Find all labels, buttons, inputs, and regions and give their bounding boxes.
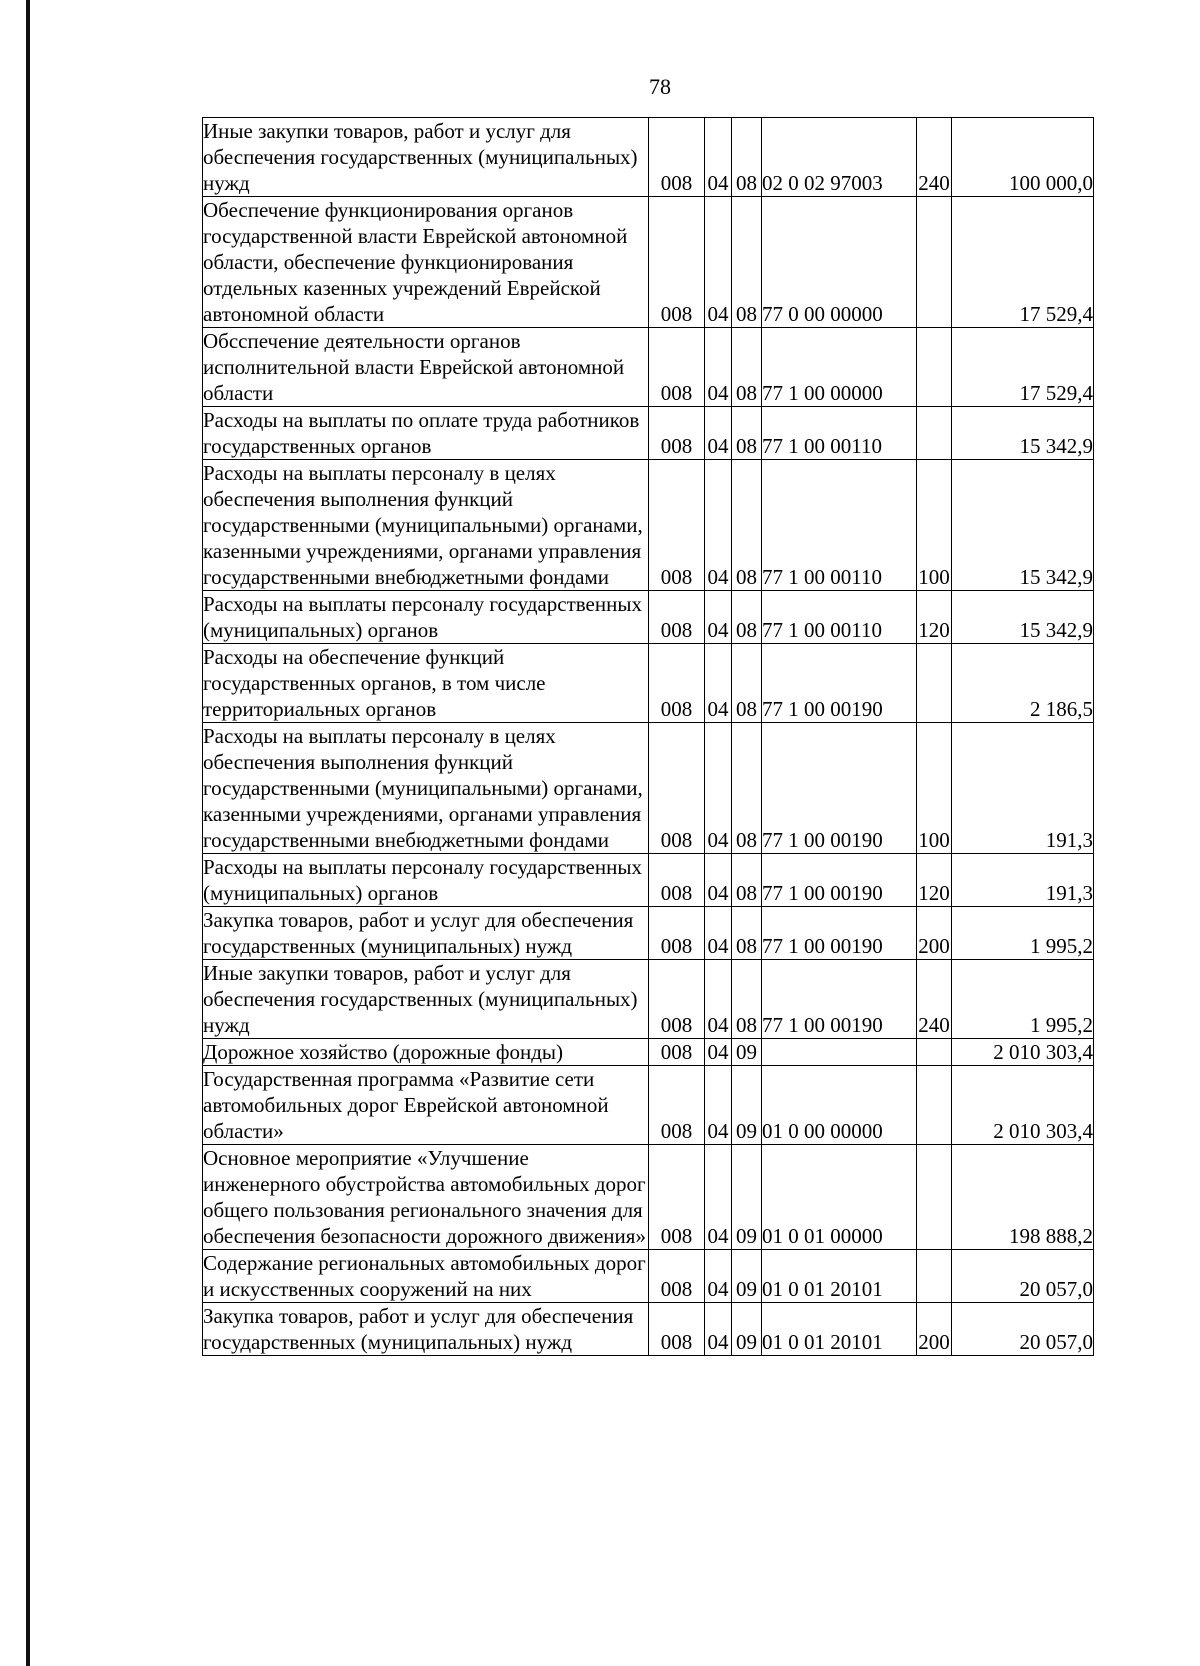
row-section-cell: 04: [705, 328, 732, 407]
table-row: [203, 1303, 1094, 1356]
row-section-cell: 04: [705, 1145, 732, 1250]
table-row: [203, 854, 1094, 907]
row-expense-type-cell: [917, 1145, 952, 1250]
row-amount-cell: 2 010 303,4: [952, 1039, 1094, 1066]
row-target-article-cell: 77 1 00 00110: [762, 591, 917, 644]
row-section-cell: 04: [705, 854, 732, 907]
row-amount-cell: 17 529,4: [952, 197, 1094, 328]
row-expense-type-cell: 100: [917, 460, 952, 591]
row-name-cell: Расходы на выплаты персоналу в целях обеспечения выполнения функций государственными (муниципальными) органами, казенными учреждениями, органами управления государственными внебюджетными фондами: [203, 460, 649, 591]
row-target-article-cell: 77 1 00 00000: [762, 328, 917, 407]
row-expense-type-cell: 120: [917, 854, 952, 907]
row-expense-type-cell: [917, 197, 952, 328]
row-section-cell: 04: [705, 197, 732, 328]
row-expense-type-cell: [917, 1066, 952, 1145]
row-subsection-cell: 08: [732, 723, 762, 854]
row-subsection-cell: 08: [732, 407, 762, 460]
row-name-cell: Обеспечение функционирования органов государственной власти Еврейской автономной области, обеспечение функционирования отдельных казенных учреждений Еврейской автономной области: [203, 197, 649, 328]
row-section-cell: 04: [705, 1066, 732, 1145]
row-grbs-cell: 008: [649, 1145, 705, 1250]
row-grbs-cell: 008: [649, 723, 705, 854]
row-expense-type-cell: [917, 407, 952, 460]
table-row: [203, 407, 1094, 460]
table-row: [203, 644, 1094, 723]
row-target-article-cell: 77 0 00 00000: [762, 197, 917, 328]
row-amount-cell: 15 342,9: [952, 591, 1094, 644]
row-section-cell: 04: [705, 407, 732, 460]
row-subsection-cell: 08: [732, 907, 762, 960]
row-section-cell: 04: [705, 1303, 732, 1356]
row-amount-cell: 191,3: [952, 854, 1094, 907]
row-section-cell: 04: [705, 1250, 732, 1303]
row-expense-type-cell: [917, 328, 952, 407]
row-target-article-cell: 77 1 00 00110: [762, 407, 917, 460]
row-subsection-cell: 08: [732, 197, 762, 328]
row-section-cell: 04: [705, 644, 732, 723]
row-target-article-cell: 77 1 00 00190: [762, 723, 917, 854]
row-name-cell: Иные закупки товаров, работ и услуг для обеспечения государственных (муниципальных) нужд: [203, 960, 649, 1039]
row-section-cell: 04: [705, 960, 732, 1039]
row-section-cell: 04: [705, 460, 732, 591]
row-name-cell: Основное мероприятие «Улучшение инженерного обустройства автомобильных дорог общего пользования регионального значения для обеспечения безопасности дорожного движения»: [203, 1145, 649, 1250]
row-expense-type-cell: [917, 644, 952, 723]
row-amount-cell: 20 057,0: [952, 1250, 1094, 1303]
row-grbs-cell: 008: [649, 328, 705, 407]
row-target-article-cell: 77 1 00 00190: [762, 854, 917, 907]
row-subsection-cell: 08: [732, 460, 762, 591]
table-row: [203, 723, 1094, 854]
budget-table-body: [203, 118, 1094, 1356]
row-section-cell: 04: [705, 723, 732, 854]
row-grbs-cell: 008: [649, 407, 705, 460]
row-subsection-cell: 08: [732, 854, 762, 907]
row-target-article-cell: 77 1 00 00190: [762, 960, 917, 1039]
row-name-cell: Иные закупки товаров, работ и услуг для обеспечения государственных (муниципальных) нужд: [203, 118, 649, 197]
row-expense-type-cell: 120: [917, 591, 952, 644]
row-name-cell: Расходы на обеспечение функций государственных органов, в том числе территориальных органов: [203, 644, 649, 723]
table-row: [203, 1066, 1094, 1145]
table-row: [203, 197, 1094, 328]
row-grbs-cell: 008: [649, 960, 705, 1039]
row-amount-cell: 15 342,9: [952, 460, 1094, 591]
row-name-cell: Расходы на выплаты персоналу государственных (муниципальных) органов: [203, 854, 649, 907]
row-subsection-cell: 08: [732, 118, 762, 197]
row-grbs-cell: 008: [649, 1039, 705, 1066]
page-number: 78: [649, 74, 671, 99]
row-name-cell: Расходы на выплаты по оплате труда работников государственных органов: [203, 407, 649, 460]
scan-edge-line: [26, 0, 30, 1666]
row-target-article-cell: 01 0 01 20101: [762, 1303, 917, 1356]
row-grbs-cell: 008: [649, 1250, 705, 1303]
table-row: [203, 1039, 1094, 1066]
row-expense-type-cell: 200: [917, 1303, 952, 1356]
row-amount-cell: 2 010 303,4: [952, 1066, 1094, 1145]
table-row: [203, 118, 1094, 197]
row-grbs-cell: 008: [649, 460, 705, 591]
row-amount-cell: 2 186,5: [952, 644, 1094, 723]
table-row: [203, 328, 1094, 407]
row-amount-cell: 198 888,2: [952, 1145, 1094, 1250]
row-amount-cell: 100 000,0: [952, 118, 1094, 197]
row-section-cell: 04: [705, 907, 732, 960]
table-row: [203, 1250, 1094, 1303]
row-amount-cell: 15 342,9: [952, 407, 1094, 460]
row-name-cell: Дорожное хозяйство (дорожные фонды): [203, 1039, 649, 1066]
row-subsection-cell: 08: [732, 960, 762, 1039]
row-target-article-cell: 77 1 00 00190: [762, 907, 917, 960]
row-subsection-cell: 09: [732, 1066, 762, 1145]
row-target-article-cell: 01 0 01 00000: [762, 1145, 917, 1250]
row-name-cell: Расходы на выплаты персоналу государственных (муниципальных) органов: [203, 591, 649, 644]
row-subsection-cell: 09: [732, 1303, 762, 1356]
row-grbs-cell: 008: [649, 118, 705, 197]
table-row: [203, 907, 1094, 960]
row-subsection-cell: 08: [732, 328, 762, 407]
row-amount-cell: 1 995,2: [952, 960, 1094, 1039]
row-expense-type-cell: 200: [917, 907, 952, 960]
row-name-cell: Закупка товаров, работ и услуг для обеспечения государственных (муниципальных) нужд: [203, 907, 649, 960]
row-target-article-cell: [762, 1039, 917, 1066]
row-subsection-cell: 09: [732, 1145, 762, 1250]
row-name-cell: Закупка товаров, работ и услуг для обеспечения государственных (муниципальных) нужд: [203, 1303, 649, 1356]
row-subsection-cell: 08: [732, 644, 762, 723]
row-amount-cell: 17 529,4: [952, 328, 1094, 407]
row-name-cell: Государственная программа «Развитие сети автомобильных дорог Еврейской автономной области»: [203, 1066, 649, 1145]
row-grbs-cell: 008: [649, 591, 705, 644]
table-row: [203, 460, 1094, 591]
row-name-cell: Содержание региональных автомобильных дорог и искусственных сооружений на них: [203, 1250, 649, 1303]
row-amount-cell: 191,3: [952, 723, 1094, 854]
row-section-cell: 04: [705, 1039, 732, 1066]
row-target-article-cell: 77 1 00 00190: [762, 644, 917, 723]
row-name-cell: Расходы на выплаты персоналу в целях обеспечения выполнения функций государственными (муниципальными) органами, казенными учреждениями, органами управления государственными внебюджетными фондами: [203, 723, 649, 854]
row-amount-cell: 1 995,2: [952, 907, 1094, 960]
row-expense-type-cell: 240: [917, 118, 952, 197]
row-grbs-cell: 008: [649, 907, 705, 960]
row-target-article-cell: 77 1 00 00110: [762, 460, 917, 591]
row-grbs-cell: 008: [649, 1303, 705, 1356]
row-grbs-cell: 008: [649, 644, 705, 723]
row-subsection-cell: 08: [732, 591, 762, 644]
table-row: [203, 1145, 1094, 1250]
row-expense-type-cell: 240: [917, 960, 952, 1039]
row-grbs-cell: 008: [649, 854, 705, 907]
row-target-article-cell: 01 0 01 20101: [762, 1250, 917, 1303]
row-amount-cell: 20 057,0: [952, 1303, 1094, 1356]
table-row: [203, 960, 1094, 1039]
row-grbs-cell: 008: [649, 197, 705, 328]
row-grbs-cell: 008: [649, 1066, 705, 1145]
table-row: [203, 591, 1094, 644]
row-subsection-cell: 09: [732, 1039, 762, 1066]
row-expense-type-cell: [917, 1250, 952, 1303]
row-name-cell: Обсспечение деятельности органов исполнительной власти Еврейской автономной области: [203, 328, 649, 407]
row-section-cell: 04: [705, 118, 732, 197]
row-target-article-cell: 01 0 00 00000: [762, 1066, 917, 1145]
row-section-cell: 04: [705, 591, 732, 644]
budget-table: [202, 117, 1094, 1356]
row-expense-type-cell: 100: [917, 723, 952, 854]
row-target-article-cell: 02 0 02 97003: [762, 118, 917, 197]
row-expense-type-cell: [917, 1039, 952, 1066]
row-subsection-cell: 09: [732, 1250, 762, 1303]
